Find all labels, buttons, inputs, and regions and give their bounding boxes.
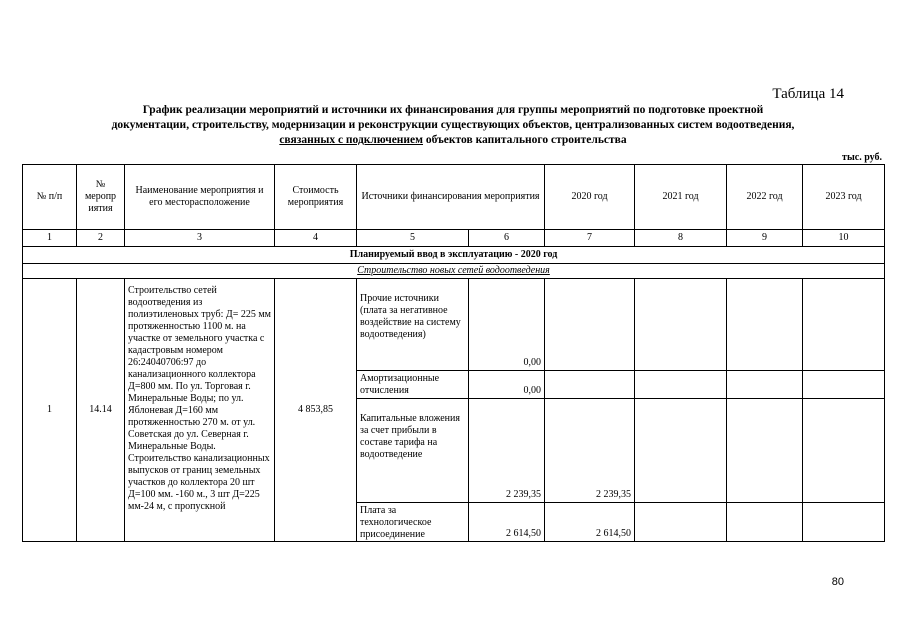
financing-schedule-table	[22, 164, 885, 542]
source-2021	[635, 503, 727, 542]
source-name: Прочие источники (плата за негативное воздействие на систему водоотведения)	[357, 279, 469, 371]
header-2020: 2020 год	[545, 165, 635, 230]
section-row	[23, 247, 885, 264]
source-2021	[635, 279, 727, 371]
column-number: 3	[125, 230, 275, 247]
header-name: Наименование мероприятия и его месторасположение	[125, 165, 275, 230]
header-num: № п/п	[23, 165, 77, 230]
title-line-3	[22, 133, 884, 148]
table-label: Таблица 14	[772, 86, 844, 102]
header-2022: 2022 год	[727, 165, 803, 230]
column-number: 10	[803, 230, 885, 247]
header-2021: 2021 год	[635, 165, 727, 230]
source-total: 2 239,35	[469, 399, 545, 503]
header-measure-num: № меропр иятия	[77, 165, 125, 230]
column-number: 5	[357, 230, 469, 247]
column-number: 7	[545, 230, 635, 247]
document-title	[22, 103, 884, 148]
subsection-title: Строительство новых сетей водоотведения	[23, 264, 885, 279]
column-number: 6	[469, 230, 545, 247]
column-number-row	[23, 230, 885, 247]
source-2020	[545, 279, 635, 371]
column-number: 4	[275, 230, 357, 247]
source-2023	[803, 399, 885, 503]
title-line-2: документации, строительству, модернизации и реконструкции существующих объектов, централизованных систем водоотведения,	[111, 119, 795, 131]
source-2021	[635, 371, 727, 399]
source-2022	[727, 399, 803, 503]
header-2023: 2023 год	[803, 165, 885, 230]
source-name: Плата за технологическое присоединение	[357, 503, 469, 542]
source-2022	[727, 503, 803, 542]
table-row	[23, 279, 885, 371]
source-2020: 2 239,35	[545, 399, 635, 503]
source-name: Капитальные вложения за счет прибыли в составе тарифа на водоотведение	[357, 399, 469, 503]
column-number: 1	[23, 230, 77, 247]
source-2022	[727, 371, 803, 399]
title-line-3-rest: объектов капитального строительства	[423, 134, 627, 146]
source-total: 0,00	[469, 279, 545, 371]
column-number: 2	[77, 230, 125, 247]
row-measure-num: 14.14	[77, 279, 125, 542]
title-line-1: График реализации мероприятий и источники их финансирования для группы мероприятий по подготовке проектной	[142, 104, 764, 116]
source-name: Амортизационные отчисления	[357, 371, 469, 399]
column-number: 8	[635, 230, 727, 247]
column-number: 9	[727, 230, 803, 247]
source-2023	[803, 371, 885, 399]
source-2021	[635, 399, 727, 503]
row-description: Строительство сетей водоотведения из полиэтиленовых труб: Д= 225 мм протяженностью 1100 м. на участке от земельного участка с кадастровым номером 26:24040706:97 до канализационного коллектора Д=800 мм. По ул. Торговая г. Минеральные Воды; по ул. Яблоневая Д=160 мм протяженностью 270 м. от ул. Советская до ул. Северная г. Минеральные Воды. Строительство канализационных выпусков от границ земельных участков до коллектора 20 шт Д=100 мм. -160 м., 3 шт Д=225 мм-24 м, с пропускной	[125, 279, 275, 542]
page-number: 80	[831, 576, 844, 588]
source-total: 0,00	[469, 371, 545, 399]
source-2020	[545, 371, 635, 399]
row-cost: 4 853,85	[275, 279, 357, 542]
header-row	[23, 165, 885, 230]
title-underlined-phrase: связанных с подключением	[279, 134, 423, 146]
row-num: 1	[23, 279, 77, 542]
units-label: тыс. руб.	[842, 152, 882, 163]
source-2022	[727, 279, 803, 371]
section-title: Планируемый ввод в эксплуатацию - 2020 год	[23, 247, 885, 264]
header-cost: Стоимость мероприятия	[275, 165, 357, 230]
subsection-row	[23, 264, 885, 279]
source-2023	[803, 279, 885, 371]
source-2020: 2 614,50	[545, 503, 635, 542]
source-total: 2 614,50	[469, 503, 545, 542]
header-sources: Источники финансирования мероприятия	[357, 165, 545, 230]
source-2023	[803, 503, 885, 542]
